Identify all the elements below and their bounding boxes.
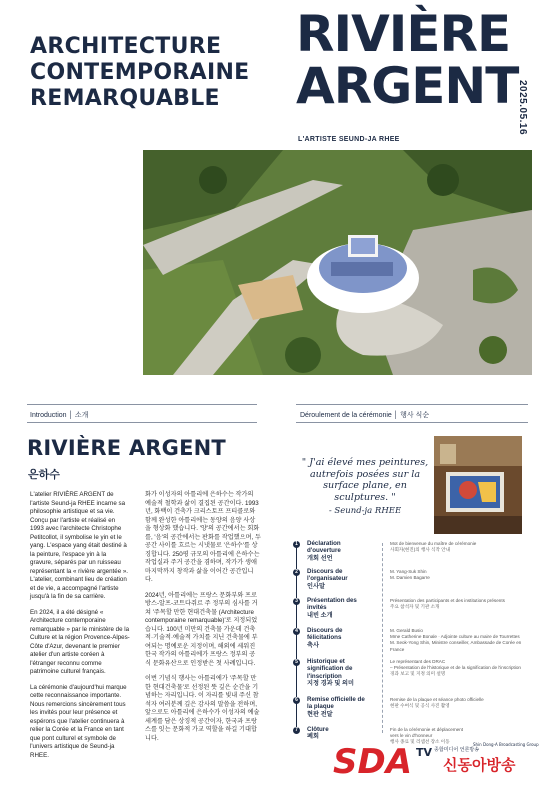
event-date: 2025.05.16 xyxy=(517,80,528,136)
atelier-aerial-photo xyxy=(143,150,532,375)
headline-line: ARCHITECTURE xyxy=(30,34,222,59)
step-description xyxy=(390,541,536,553)
main-title xyxy=(296,5,519,115)
intro-section-label: Introduction │ 소개 xyxy=(30,412,89,419)
step-name-fr: Déclaration d'ouverture xyxy=(307,540,341,555)
step-number: 1 xyxy=(293,541,300,548)
main-title-line: RIVIÈRE xyxy=(296,5,511,63)
step-name xyxy=(307,696,369,718)
headline-line: CONTEMPORAINE xyxy=(30,60,250,85)
step-number: 4 xyxy=(293,628,300,635)
step-name-fr: Clôture xyxy=(307,726,329,733)
logo-tagline: 종합미디어 언론방송 xyxy=(434,747,480,753)
step-name-ko: 지정 경과 및 의미 xyxy=(307,679,354,687)
step-name-ko: 개회 선언 xyxy=(307,554,333,562)
step-desc-line: Présentation des participants et des institutions présents xyxy=(390,598,505,603)
step-name-fr: Discours de l'organisateur xyxy=(307,568,348,583)
french-paragraph: La cérémonie d'aujourd'hui marque cette reconnaissance importante. Nous remercions sincèrement tous les invités pour leur présence et espérons que l'atelier continuera à relier la Corée et la France en tant que pont culturel et symbole de l'univers artistique de Seund-ja RHEE. xyxy=(30,683,127,759)
step-name-fr: Discours de félicitations xyxy=(307,627,343,642)
artist-painting-photo xyxy=(434,436,522,534)
step-name-ko: 인사말 xyxy=(307,582,325,590)
quote-author: - Seund-ja RHEE xyxy=(328,506,402,516)
step-desc-line: Fin de la cérémonie et déplacement vers le vin d'honneur xyxy=(390,727,464,739)
step-desc-line: Remise de la plaque et séance photo officielle xyxy=(390,697,484,702)
step-number: 3 xyxy=(293,598,300,605)
ceremony-rule-bottom xyxy=(296,422,528,423)
logo-tagline-en: Shin Dong-A Broadcasting Group xyxy=(473,742,539,747)
step-desc-line: 현판 수여식 및 공식 사진 촬영 xyxy=(390,703,450,709)
step-description xyxy=(390,697,536,709)
headline-line: REMARQUABLE xyxy=(30,86,220,111)
sda-tv-logo xyxy=(333,740,550,782)
step-description xyxy=(390,659,536,678)
step-name xyxy=(307,540,369,562)
step-number: 7 xyxy=(293,727,300,734)
step-name-fr: Présentation des invités xyxy=(307,597,357,612)
step-desc-line: 행사 종료 및 리셉션 장소 이동 xyxy=(390,739,450,745)
intro-subtitle: 은하수 xyxy=(28,469,60,481)
step-name xyxy=(307,726,369,741)
korean-paragraph: 화가 이성자의 아틀리에 은하수는 작가의 예술적 철학과 삶이 결집된 공간이다. 1993년, 화백이 건축가 크리스토프 프티콜로와 함께 완성한 아틀리에는 동양의 음양 사상을 형상화 했습니다. '양'의 공간에서는 회화를, '음'의 공간에서는 판화를 작업했으며, 두 공간 사이를 흐르는 시냇물로 '은하수'를 상징합니다. 250평 규모의 아틀리에 은하수는 작업실과 주거 공간을 겸하며, 작가가 생애 마지막까지 창작과 삶을 이어간 공간입니다. xyxy=(145,491,262,583)
step-name xyxy=(307,597,369,619)
step-desc-line: Mot de bienvenue du maître de cérémonie xyxy=(390,541,477,546)
step-desc-line: Le représentant des DRAC xyxy=(390,659,446,664)
korean-paragraph: 2024년, 아틀리에는 프랑스 문화부와 프로방스-알프-코트다쥐르 주 정부의 심사를 거쳐 '주목할 만한 현대건축물 (Architecture contemporaine remarquable)'로 지정되었습니다. 100년 미만의 건축물 가운데 건축적·기술적·예술적 가치를 지닌 건축물에 부여되는 명예로운 지정이며, 해외에 세워진 한국 작가의 아틀리에가 프랑스 정부의 공식 문화유산으로 인정받은 첫 사례입니다. xyxy=(145,591,258,667)
intro-title: RIVIÈRE ARGENT xyxy=(27,436,226,460)
korean-text-column xyxy=(145,491,261,750)
step-description xyxy=(390,598,536,610)
step-name xyxy=(307,627,369,649)
step-desc-line: M. Yang-Suk Shin xyxy=(390,569,427,574)
logo-tv: TV xyxy=(416,746,433,759)
step-desc-line: 주요 참석자 및 기관 소개 xyxy=(390,604,440,610)
step-number: 2 xyxy=(293,569,300,576)
korean-paragraph: 이번 기념식 행사는 아틀리에가 '주목할 만한 현대건축물'로 선정된 뜻 깊은 순간을 기념하는 자리입니다. 이 자리를 빛내 주신 참석자 여러분께 깊은 감사의 말씀을 전하며, 앞으로도 아틀리에 은하수가 이성자의 예술 세계를 담은 상징적 공간이자, 한국과 프랑스를 잇는 문화적 가교 역할을 하길 기대합니다. xyxy=(145,675,260,742)
step-desc-line: M. Seok-Yong Shin, Ministre conseiller, Ambassade de Corée en France xyxy=(390,640,522,652)
step-desc-line: M. Gerald Busio xyxy=(390,628,423,633)
artist-quote xyxy=(296,457,434,518)
step-name-fr: Historique et signification de l'inscription xyxy=(307,658,353,680)
step-number: 5 xyxy=(293,659,300,666)
step-description xyxy=(390,569,536,581)
french-text-column xyxy=(30,491,130,767)
ceremony-section-label: Déroulement de la cérémonie │ 행사 식순 xyxy=(300,412,430,419)
step-desc-line: 경과 보고 및 지정 의미 설명 xyxy=(390,671,446,677)
step-name xyxy=(307,658,369,687)
step-name-ko: 현판 전달 xyxy=(307,710,333,718)
step-desc-line: 사회자(현진)의 행사 식작 안내 xyxy=(390,547,451,553)
logo-caption: 신동아방송 xyxy=(443,756,516,774)
intro-rule-bottom xyxy=(27,422,257,423)
step-description xyxy=(390,628,536,653)
quote-text: " J'ai élevé mes peintures, autrefois posées sur la surface plane, en sculptures. " xyxy=(301,457,429,503)
step-name-ko: 내빈 소개 xyxy=(307,611,333,619)
step-name-fr: Remise officielle de la plaque xyxy=(307,696,365,711)
step-desc-line: Mme Catherine Bonale · Adjointe culture au maire de Tourrettes xyxy=(390,634,520,640)
step-name-ko: 폐회 xyxy=(307,733,319,741)
artist-line: L'ARTISTE SEUND-JA RHEE xyxy=(298,136,400,143)
headline xyxy=(30,34,250,112)
french-paragraph: En 2024, il a été désigné « Architecture contemporaine remarquable » par le ministère de la Culture et la région Provence-Alpes-Côte d'Azur, devenant le premier atelier d'un artiste coréen à l'étranger reconnu comme patrimoine culturel français. xyxy=(30,608,130,675)
ceremony-rule-top xyxy=(296,404,528,405)
ceremony-timeline-divider xyxy=(382,543,383,733)
french-paragraph: L'atelier RIVIÈRE ARGENT de l'artiste Seund-ja RHEE incarne sa philosophie artistique et sa vie. Conçu par l'artiste et réalisé en 1993 avec l'architecte Christophe Petitcollot, il symbolise le yin et le yang. L'espace yang était destiné à la peinture, l'espace yin à la gravure, séparés par un ruisseau représentant la « rivière argentée ». L'atelier, combinant lieu de création et de vie, a accompagné l'artiste jusqu'à la fin de sa carrière. xyxy=(30,491,129,600)
step-name-ko: 축사 xyxy=(307,641,319,649)
intro-rule-top xyxy=(27,404,257,405)
logo-sda: SDA xyxy=(333,742,413,782)
step-desc-line: – Présentation de l'historique et de la signification de l'inscription xyxy=(390,665,521,671)
step-desc-line: M. Damien Bagarre xyxy=(390,575,430,581)
step-number: 6 xyxy=(293,697,300,704)
step-name xyxy=(307,568,369,590)
main-title-line: ARGENT xyxy=(296,57,519,115)
